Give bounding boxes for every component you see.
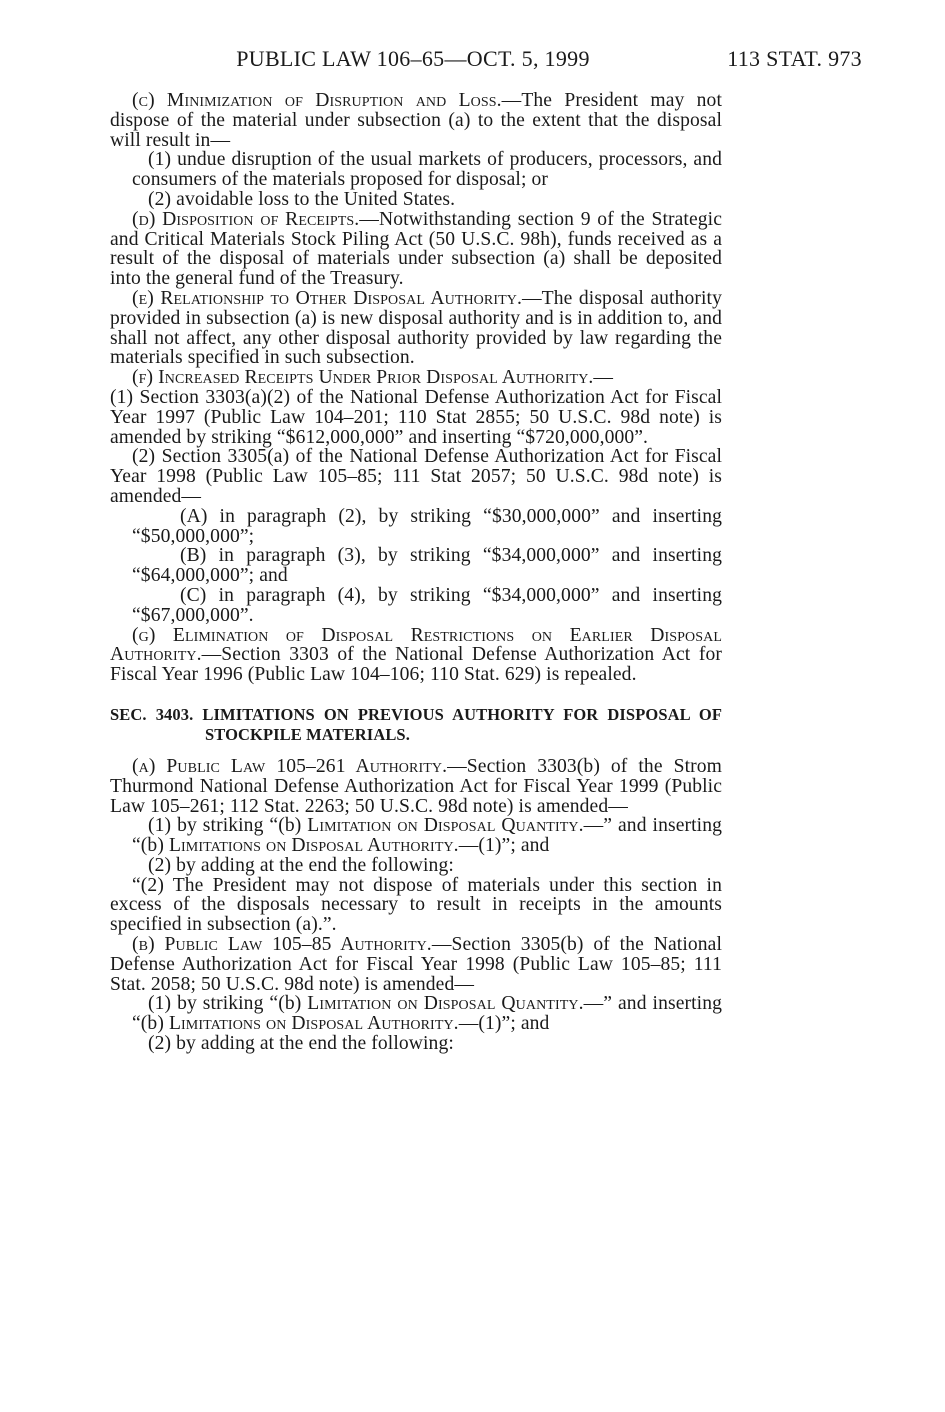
page-number: 113 STAT. 973 <box>727 46 862 71</box>
subsection-d <box>110 210 722 289</box>
subsection-heading: (b) Public Law 105–85 Authority. <box>132 934 432 956</box>
quoted-heading: Limitations on Disposal Authority. <box>168 1013 459 1035</box>
section-heading: SEC. 3403. LIMITATIONS ON PREVIOUS AUTHORITY FOR DISPOSAL OF STOCKPILE MATERIALS. <box>110 704 722 744</box>
subsection-text: —Notwithstanding section 9 of the Strategic and Critical Materials Stock Piling Act (50 U.S.C. 98h), funds received as a result of the disposal of materials under subsection (a) shall be deposited into the general fund of the Treasury. <box>110 208 723 290</box>
subsection-g <box>110 626 722 685</box>
paragraph-f2: (2) Section 3305(a) of the National Defense Authorization Act for Fiscal Year 1998 (Public Law 105–85; 111 Stat 2057; 50 U.S.C. 98d note) is amended— <box>110 446 722 507</box>
list-item: (2) by adding at the end the following: <box>148 1033 454 1055</box>
list-item-text: —” and inserting “(b) <box>132 815 722 857</box>
list-item-text: (C) in paragraph (4), by striking “$34,000,000” and inserting “$67,000,000”. <box>132 584 722 626</box>
paragraph-f1: (1) Section 3303(a)(2) of the National Defense Authorization Act for Fiscal Year 1997 (Public Law 104–201; 110 Stat 2855; 50 U.S.C. 98d note) is amended by striking “$612,000,000” and inserting “$720,000,000”. <box>110 386 722 448</box>
list-item-text: —(1)”; and <box>458 835 550 857</box>
document-body <box>110 91 722 1054</box>
list-item <box>110 816 722 856</box>
subsection-c <box>110 91 722 150</box>
list-item: (1) undue disruption of the usual markets of producers, processors, and consumers of the materials proposed for disposal; or <box>132 149 722 191</box>
list-item <box>110 546 722 586</box>
quoted-paragraph: “(2) The President may not dispose of materials under this section in excess of the disposals necessary to result in receipts in the amounts specified in subsection (a).”. <box>110 874 722 936</box>
subsection-heading: (f) Increased Receipts Under Prior Disposal Authority. <box>132 367 594 389</box>
list-item <box>110 507 722 547</box>
running-header-title: PUBLIC LAW 106–65—OCT. 5, 1999 <box>236 46 590 71</box>
subsection-text: —The disposal authority provided in subsection (a) is new disposal authority and is in addition to, and shall not affect, any other disposal authority provided by law regarding the materials specified in such subsection. <box>110 287 723 369</box>
subsection-text: —The President may not dispose of the material under subsection (a) to the extent that the disposal will result in— <box>110 90 722 151</box>
subsection-f <box>110 368 722 388</box>
list-item <box>110 586 722 626</box>
subsection-text: —Section 3305(b) of the National Defense Authorization Act for Fiscal Year 1998 (Public Law 105–85; 111 Stat. 2058; 50 U.S.C. 98d note) is amended— <box>110 934 722 995</box>
subsection-heading: (e) Relationship to Other Disposal Authority. <box>132 287 522 309</box>
subsection-b <box>110 935 722 994</box>
list-item-text: (B) in paragraph (3), by striking “$34,000,000” and inserting “$64,000,000”; and <box>132 545 722 587</box>
subsection-a <box>110 757 722 816</box>
list-item-text: —” and inserting “(b) <box>132 993 722 1035</box>
list-item-text: (1) by striking “(b) <box>148 815 308 837</box>
list-item <box>110 994 722 1034</box>
quoted-heading: Limitations on Disposal Authority. <box>168 835 459 857</box>
list-item-text: (A) in paragraph (2), by striking “$30,000,000” and inserting “$50,000,000”; <box>132 505 722 547</box>
subsection-heading: (g) Elimination of Disposal Restrictions on Earlier Disposal Authority. <box>110 624 722 666</box>
subsection-heading: (d) Disposition of Receipts. <box>132 208 360 230</box>
list-item-text: —(1)”; and <box>458 1013 550 1035</box>
subsection-text: —Section 3303(b) of the Strom Thurmond National Defense Authorization Act for Fiscal Year 1999 (Public Law 105–261; 112 Stat. 2263; 50 U.S.C. 98d note) is amended— <box>110 755 722 817</box>
subsection-text: —Section 3303 of the National Defense Authorization Act for Fiscal Year 1996 (Public Law 104–106; 110 Stat. 629) is repealed. <box>110 644 722 686</box>
subsection-text: — <box>593 367 614 389</box>
quoted-heading: Limitation on Disposal Quantity. <box>307 815 584 837</box>
list-item: (2) by adding at the end the following: <box>148 854 454 876</box>
subsection-heading: (c) Minimization of Disruption and Loss. <box>132 90 502 111</box>
list-item: (2) avoidable loss to the United States. <box>148 188 456 210</box>
subsection-heading: (a) Public Law 105–261 Authority. <box>132 755 448 777</box>
subsection-e <box>110 289 722 368</box>
quoted-heading: Limitation on Disposal Quantity. <box>307 993 584 1015</box>
list-item-text: (1) by striking “(b) <box>148 993 308 1015</box>
